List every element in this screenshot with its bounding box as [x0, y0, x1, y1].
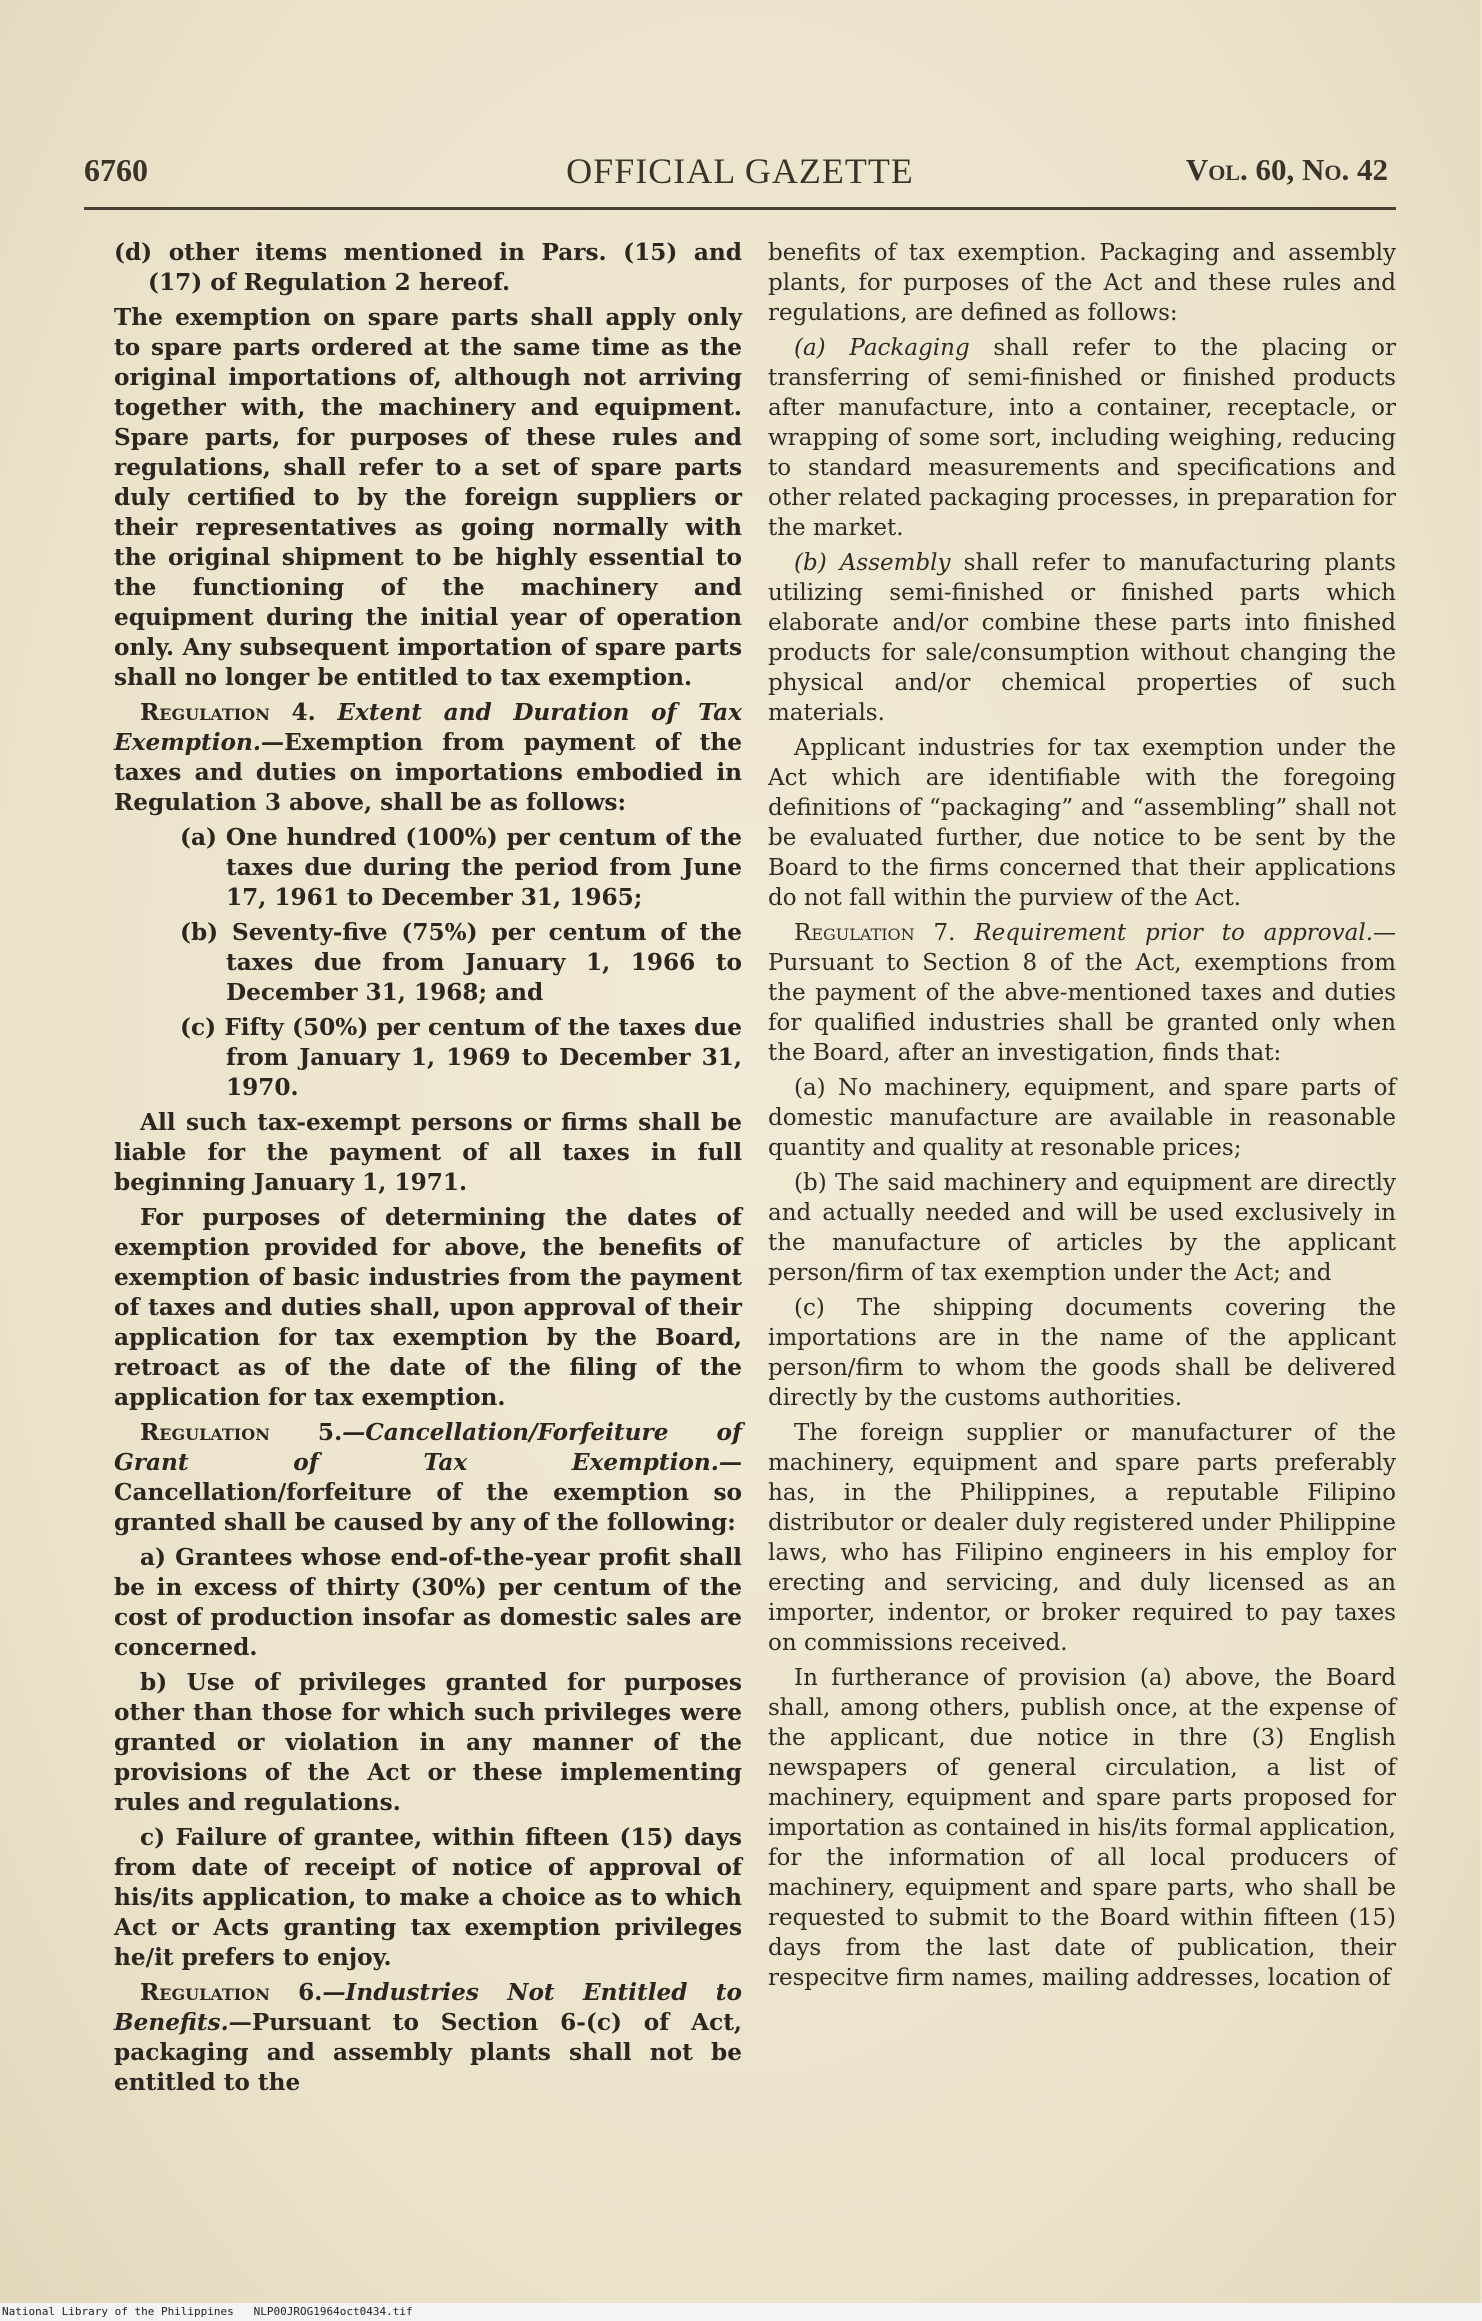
- paragraph-foreign-supplier: The foreign supplier or manufacturer of the machinery, equipment and spare parts preferably has, in the Philippines, a reputable Filipino distributor or dealer duly registered under Philippine laws, who has Filipino engineers in his employ for erecting and servicing, and duly licensed as an importer, indentor, or broker required to pay taxes on commissions received.: [768, 1420, 1396, 1656]
- scan-footer: [0, 2303, 1482, 2321]
- paragraph-furtherance: In furtherance of provision (a) above, the Board shall, among others, publish once, at the expense of the applicant, due notice in thre (3) English newspapers of general circulation, a list of machinery, equipment and spare parts proposed for importation as contained in his/its formal application, for the information of all local producers of machinery, equipment and spare parts, who shall be requested to submit to the Board within fifteen (15) days from the last date of publication, their respecitve firm names, mailing addresses, location of: [768, 1665, 1396, 1991]
- regulation-6-label: Regulation 6.: [140, 1979, 323, 2006]
- regulation-5-item-a: a) Grantees whose end-of-the-year profit shall be in excess of thirty (30%) per centum of the cost of production insofar as domestic sales are concerned.: [114, 1544, 742, 1661]
- volume-number: Vol. 60, No. 42: [1185, 152, 1388, 187]
- right-column: [768, 238, 1396, 2018]
- regulation-5-item-b: b) Use of privileges granted for purposes other than those for which such privileges were granted or violation in any manner of the provisions of the Act or these implementing rules and regulations.: [114, 1669, 742, 1816]
- regulation-4-item-b: (b) Seventy-five (75%) per centum of the taxes due from January 1, 1966 to December 31, 1968; and: [180, 919, 742, 1006]
- regulation-4-label: Regulation 4.: [140, 699, 316, 726]
- regulation-5-item-c: c) Failure of grantee, within fifteen (15) days from date of receipt of notice of approval of his/its application, to make a choice as to which Act or Acts granting tax exemption privileges he/it prefers to enjoy.: [114, 1824, 742, 1971]
- regulation-5-title: —Cancellation/Forfeiture of Grant of Tax Exemption.: [114, 1419, 742, 1476]
- regulation-7: [768, 918, 1396, 1068]
- regulation-4-item-c: (c) Fifty (50%) per centum of the taxes due from January 1, 1969 to December 31, 1970.: [180, 1014, 742, 1101]
- paragraph-spare-parts: The exemption on spare parts shall apply only to spare parts ordered at the same time as the original importations of, although not arriving together with, the machinery and equipment. Spare parts, for purposes of these rules and regulations, shall refer to a set of spare parts duly certified to by the foreign suppliers or their representatives as going normally with the original shipment to be highly essential to the functioning of the machinery and equipment during the initial year of operation only. Any subsequent importation of spare parts shall no longer be entitled to tax exemption.: [114, 304, 742, 691]
- page-number: 6760: [84, 152, 148, 188]
- left-column: [114, 238, 743, 2096]
- paragraph-liable: All such tax-exempt persons or firms shall be liable for the payment of all taxes in full beginning January 1, 1971.: [114, 1109, 742, 1196]
- regulation-4-item-a: (a) One hundred (100%) per centum of the taxes due during the period from June 17, 1961 to December 31, 1965;: [180, 824, 742, 911]
- publication-title: OFFICIAL GAZETTE: [566, 151, 914, 191]
- packaging-label: (a) Packaging: [794, 335, 970, 361]
- regulation-7-text: —Pursuant to Section 8 of the Act, exemptions from the payment of the abve-mentioned taxes and duties for qualified industries shall be granted only when the Board, after an investigation, finds that:: [768, 920, 1397, 1066]
- footer-file: NLP00JROG1964oct0434.tif: [253, 2305, 413, 2318]
- footer-source: National Library of the Philippines: [2, 2305, 234, 2318]
- regulation-7-item-b: (b) The said machinery and equipment are directly and actually needed and will be used exclusively in the manufacture of articles by the applicant person/firm of tax exemption under the Act; and: [768, 1170, 1396, 1286]
- paragraph-purposes: For purposes of determining the dates of exemption provided for above, the benefits of exemption of basic industries from the payment of taxes and duties shall, upon approval of their application for tax exemption by the Board, retroact as of the date of the filing of the application for tax exemption.: [114, 1204, 742, 1411]
- regulation-7-item-a: (a) No machinery, equipment, and spare parts of domestic manufacture are available in reasonable quantity and quality at resonable prices;: [768, 1075, 1396, 1161]
- regulation-7-item-c: (c) The shipping documents covering the importations are in the name of the applicant person/firm to whom the goods shall be delivered directly by the customs authorities.: [768, 1295, 1396, 1411]
- regulation-6-title: —Industries Not Entitled to Benefits.: [114, 1979, 742, 2036]
- assembly-label: (b) Assembly: [794, 550, 951, 576]
- regulation-6: [114, 1978, 742, 2098]
- paragraph-item-d: (d) other items mentioned in Pars. (15) and (17) of Regulation 2 hereof.: [114, 239, 742, 296]
- regulation-7-title: Requirement prior to approval.: [974, 920, 1374, 946]
- regulation-4: [114, 698, 742, 818]
- regulation-5-text: —Cancellation/forfeiture of the exemption so granted shall be caused by any of the following:: [114, 1449, 742, 1536]
- header-rule: [84, 207, 1396, 210]
- regulation-4-title: Extent and Duration of Tax Exemption.: [114, 699, 743, 756]
- paragraph-benefits: benefits of tax exemption. Packaging and assembly plants, for purposes of the Act and these rules and regulations, are defined as follows:: [768, 240, 1396, 326]
- packaging-text: shall refer to the placing or transferring of semi-finished or finished products after manufacture, into a container, receptacle, or wrapping of some sort, including weighing, reducing to standard measurements and specifications and other related packaging processes, in preparation for the market.: [768, 335, 1397, 541]
- regulation-6-text: —Pursuant to Section 6-(c) of Act, packaging and assembly plants shall not be entitled to the: [114, 2009, 742, 2096]
- page-header: [84, 148, 1396, 198]
- assembly-text: shall refer to manufacturing plants utilizing semi-finished or finished parts which elaborate and/or combine these parts into finished products for sale/consumption without changing the physical and/or chemical properties of such materials.: [768, 550, 1396, 726]
- definition-assembly: [768, 548, 1396, 728]
- regulation-4-text: —Exemption from payment of the taxes and duties on importations embodied in Regulation 3 above, shall be as follows:: [114, 729, 742, 816]
- regulation-5-label: Regulation 5.: [140, 1419, 343, 1446]
- regulation-7-label: Regulation 7.: [794, 920, 956, 946]
- regulation-5: [114, 1418, 742, 1538]
- paragraph-applicant: Applicant industries for tax exemption under the Act which are identifiable with the foregoing definitions of “packaging” and “assembling” shall not be evaluated further, due notice to be sent by the Board to the firms concerned that their applications do not fall within the purview of the Act.: [768, 735, 1396, 911]
- definition-packaging: [768, 333, 1396, 543]
